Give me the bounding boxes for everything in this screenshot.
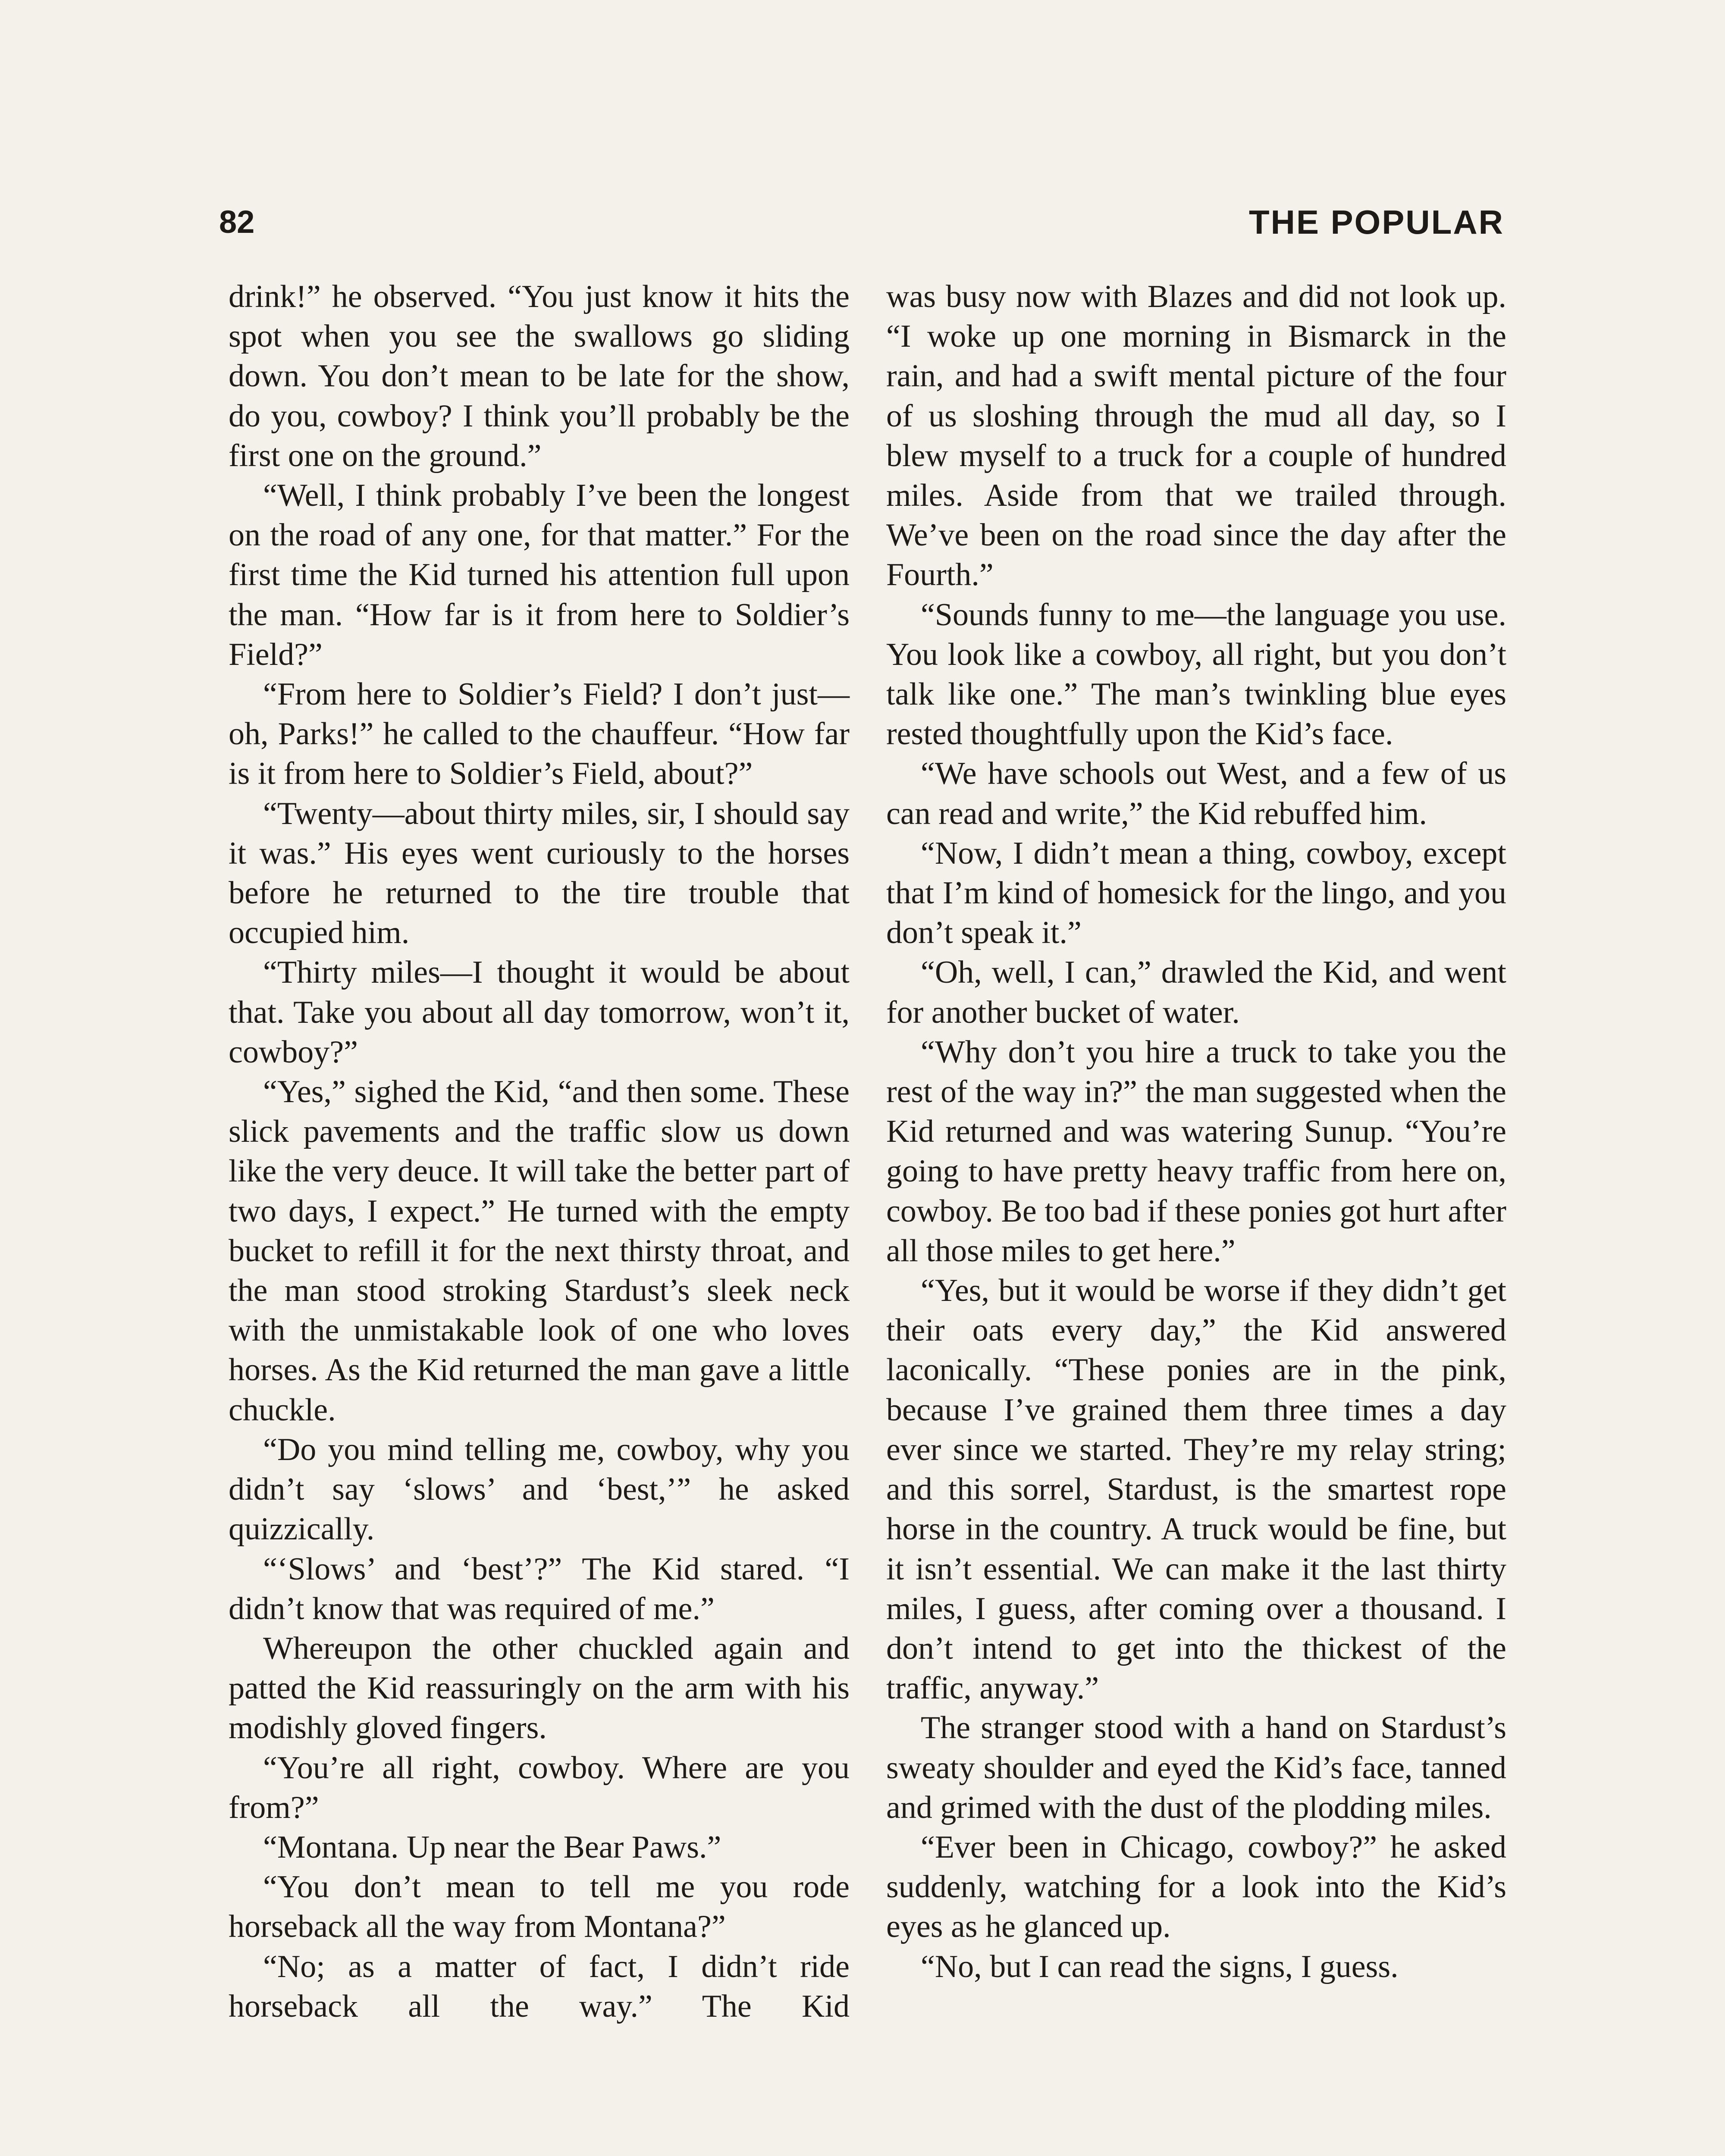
paragraph: “From here to Soldier’s Field? I don’t just—oh, Parks!” he called to the chauffeur. “How far is it from here to Soldier’s Field, about?” bbox=[229, 677, 850, 792]
paragraph: “‘Slows’ and ‘best’?” The Kid stared. “I didn’t know that was required of me.” bbox=[229, 1551, 850, 1626]
paragraph: drink!” he observed. “You just know it hits the spot when you see the swallows go sliding down. You don’t mean to be late for the show, do you, cowboy? I think you’ll probably be the first one on the ground.” bbox=[229, 279, 850, 473]
paragraph: “Oh, well, I can,” drawled the Kid, and went for another bucket of water. bbox=[886, 955, 1506, 1030]
paragraph: The stranger stood with a hand on Stardust’s sweaty shoulder and eyed the Kid’s face, tanned and grimed with the dust of the plodding miles. bbox=[886, 1710, 1506, 1825]
paragraph: “Now, I didn’t mean a thing, cowboy, except that I’m kind of homesick for the lingo, and you don’t speak it.” bbox=[886, 835, 1506, 951]
paragraph: “Twenty—about thirty miles, sir, I should say it was.” His eyes went curiously to the horses before he returned to the tire trouble that occupied him. bbox=[229, 796, 850, 951]
paragraph: “Well, I think probably I’ve been the longest on the road of any one, for that matter.” For the first time the Kid turned his attention full upon the man. “How far is it from here to Soldier’s Field?” bbox=[229, 478, 850, 672]
paragraph: “Yes, but it would be worse if they didn’t get their oats every day,” the Kid answered laconically. “These ponies are in the pink, because I’ve grained them three times a day ever since we started. They’re my relay string; and this sorrel, Stardust, is the smartest rope horse in the country. A truck would be fine, but it isn’t essential. We can make it the last thirty miles, I guess, after coming over a thousand. I don’t intend to get into the thickest of the traffic, anyway.” bbox=[886, 1273, 1506, 1706]
page-number: 82 bbox=[219, 204, 255, 240]
paragraph: “Do you mind telling me, cowboy, why you didn’t say ‘slows’ and ‘best,’” he asked quizzically. bbox=[229, 1432, 850, 1547]
running-head: THE POPULAR bbox=[1248, 203, 1504, 241]
left-column bbox=[229, 277, 850, 2026]
paragraph: “Yes,” sighed the Kid, “and then some. These slick pavements and the traffic slow us down like the very deuce. It will take the better part of two days, I expect.” He turned with the empty bucket to refill it for the next thirsty throat, and the man stood stroking Stardust’s sleek neck with the unmistakable look of one who loves horses. As the Kid returned the man gave a little chuckle. bbox=[229, 1074, 850, 1428]
right-column bbox=[886, 277, 1506, 1987]
paragraph: “Why don’t you hire a truck to take you the rest of the way in?” the man suggested when the Kid returned and was watering Sunup. “You’re going to have pretty heavy traffic from here on, cowboy. Be too bad if these ponies got hurt after all those miles to get here.” bbox=[886, 1034, 1506, 1269]
paragraph: “Ever been in Chicago, cowboy?” he asked suddenly, watching for a look into the Kid’s eyes as he glanced up. bbox=[886, 1829, 1506, 1945]
paragraph: “We have schools out West, and a few of us can read and write,” the Kid rebuffed him. bbox=[886, 756, 1506, 831]
paragraph: “No, but I can read the signs, I guess. bbox=[921, 1949, 1399, 1984]
paragraph: “Sounds funny to me—the language you use. You look like a cowboy, all right, but you don’t talk like one.” The man’s twinkling blue eyes rested thoughtfully upon the Kid’s face. bbox=[886, 597, 1506, 752]
paragraph: “You’re all right, cowboy. Where are you from?” bbox=[229, 1750, 850, 1825]
paragraph: “Thirty miles—I thought it would be about that. Take you about all day tomorrow, won’t it, cowboy?” bbox=[229, 955, 850, 1070]
paragraph: was busy now with Blazes and did not look up. “I woke up one morning in Bismarck in the rain, and had a swift mental picture of the four of us sloshing through the mud all day, so I blew myself to a truck for a couple of hundred miles. Aside from that we trailed through. We’ve been on the road since the day after the Fourth.” bbox=[886, 279, 1506, 593]
paragraph: “No; as a matter of fact, I didn’t ride horseback all the way.” The Kid bbox=[229, 1949, 850, 2024]
paragraph: Whereupon the other chuckled again and patted the Kid reassuringly on the arm with his modishly gloved fingers. bbox=[229, 1630, 850, 1746]
paragraph: “You don’t mean to tell me you rode horseback all the way from Montana?” bbox=[229, 1869, 850, 1945]
page-header bbox=[219, 196, 1504, 248]
paragraph: “Montana. Up near the Bear Paws.” bbox=[263, 1829, 721, 1865]
